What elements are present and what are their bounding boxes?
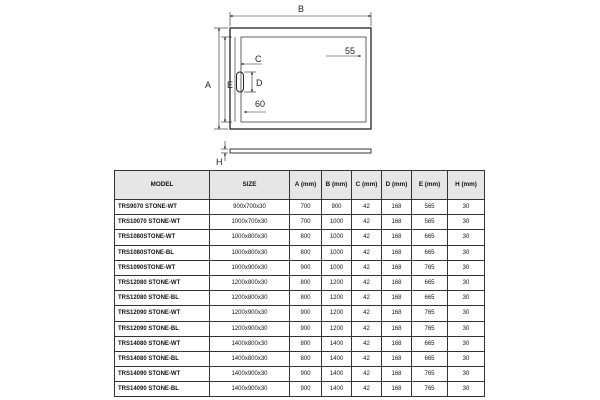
header-e: E (mm) <box>412 171 448 200</box>
cell-a: 700 <box>290 215 322 230</box>
cell-a: 800 <box>290 336 322 351</box>
shower-tray-drawing <box>0 0 600 170</box>
cell-size: 1200x900x30 <box>210 321 290 336</box>
cell-model: TRS14080 STONE-WT <box>115 336 210 351</box>
cell-c: 42 <box>352 245 382 260</box>
drain-slot <box>237 72 244 92</box>
cell-e: 565 <box>412 200 448 215</box>
cell-a: 900 <box>290 367 322 382</box>
cell-model: TRS12090 STONE-WT <box>115 306 210 321</box>
cell-size: 1000x800x30 <box>210 230 290 245</box>
cell-b: 1000 <box>322 260 352 275</box>
cell-d: 168 <box>382 230 412 245</box>
header-h: H (mm) <box>448 171 485 200</box>
cell-a: 800 <box>290 230 322 245</box>
cell-h: 30 <box>448 306 485 321</box>
cell-size: 900x700x30 <box>210 200 290 215</box>
header-model: MODEL <box>115 171 210 200</box>
cell-size: 1000x900x30 <box>210 260 290 275</box>
cell-d: 168 <box>382 336 412 351</box>
table-row <box>115 351 485 366</box>
cell-e: 765 <box>412 382 448 397</box>
table-row <box>115 275 485 290</box>
cell-e: 765 <box>412 367 448 382</box>
cell-b: 900 <box>322 200 352 215</box>
cell-c: 42 <box>352 291 382 306</box>
cell-h: 30 <box>448 382 485 397</box>
cell-e: 765 <box>412 306 448 321</box>
table-row <box>115 382 485 397</box>
table-row <box>115 245 485 260</box>
cell-model: TRS14080 STONE-BL <box>115 351 210 366</box>
cell-c: 42 <box>352 321 382 336</box>
cell-a: 800 <box>290 245 322 260</box>
side-profile <box>230 149 371 153</box>
cell-a: 800 <box>290 275 322 290</box>
cell-size: 1000x700x30 <box>210 215 290 230</box>
cell-d: 168 <box>382 200 412 215</box>
cell-size: 1200x900x30 <box>210 306 290 321</box>
cell-e: 565 <box>412 215 448 230</box>
cell-b: 1000 <box>322 215 352 230</box>
cell-model: TRS1080STONE-BL <box>115 245 210 260</box>
dimension-b <box>230 12 371 26</box>
cell-d: 168 <box>382 275 412 290</box>
cell-h: 30 <box>448 367 485 382</box>
cell-b: 1400 <box>322 351 352 366</box>
cell-b: 1200 <box>322 306 352 321</box>
header-a: A (mm) <box>290 171 322 200</box>
dimension-d <box>244 72 256 92</box>
cell-d: 168 <box>382 351 412 366</box>
cell-size: 1200x800x30 <box>210 291 290 306</box>
cell-b: 1000 <box>322 230 352 245</box>
cell-c: 42 <box>352 230 382 245</box>
cell-h: 30 <box>448 351 485 366</box>
cell-e: 665 <box>412 336 448 351</box>
cell-model: TRS14090 STONE-WT <box>115 367 210 382</box>
cell-c: 42 <box>352 275 382 290</box>
cell-d: 168 <box>382 367 412 382</box>
cell-d: 168 <box>382 215 412 230</box>
label-a: A <box>205 80 212 90</box>
cell-model: TRS12090 STONE-BL <box>115 321 210 336</box>
cell-b: 1200 <box>322 321 352 336</box>
cell-a: 700 <box>290 200 322 215</box>
cell-size: 1400x900x30 <box>210 382 290 397</box>
tray-side-view <box>221 141 371 161</box>
cell-c: 42 <box>352 200 382 215</box>
cell-e: 765 <box>412 321 448 336</box>
label-e: E <box>227 80 234 90</box>
cell-model: TRS12080 STONE-WT <box>115 275 210 290</box>
cell-model: TRS12080 STONE-BL <box>115 291 210 306</box>
header-d: D (mm) <box>382 171 412 200</box>
cell-c: 42 <box>352 336 382 351</box>
table-row <box>115 367 485 382</box>
dimension-a <box>214 28 228 129</box>
cell-size: 1200x800x30 <box>210 275 290 290</box>
cell-size: 1400x800x30 <box>210 351 290 366</box>
cell-h: 30 <box>448 260 485 275</box>
cell-h: 30 <box>448 200 485 215</box>
cell-model: TRS1090STONE-WT <box>115 260 210 275</box>
cell-c: 42 <box>352 351 382 366</box>
cell-a: 800 <box>290 351 322 366</box>
label-h: H <box>216 157 223 167</box>
cell-d: 168 <box>382 382 412 397</box>
cell-model: TRS9070 STONE-WT <box>115 200 210 215</box>
cell-size: 1400x900x30 <box>210 367 290 382</box>
cell-h: 30 <box>448 275 485 290</box>
cell-e: 665 <box>412 245 448 260</box>
cell-e: 665 <box>412 291 448 306</box>
table-row <box>115 260 485 275</box>
cell-h: 30 <box>448 215 485 230</box>
cell-h: 30 <box>448 230 485 245</box>
cell-a: 900 <box>290 382 322 397</box>
cell-a: 900 <box>290 260 322 275</box>
header-c: C (mm) <box>352 171 382 200</box>
cell-d: 168 <box>382 260 412 275</box>
cell-size: 1000x800x30 <box>210 245 290 260</box>
cell-e: 665 <box>412 351 448 366</box>
cell-c: 42 <box>352 260 382 275</box>
label-c: C <box>255 54 262 64</box>
table-header-row <box>115 171 485 200</box>
table-row <box>115 200 485 215</box>
cell-h: 30 <box>448 321 485 336</box>
cell-b: 1200 <box>322 275 352 290</box>
table-row <box>115 321 485 336</box>
cell-model: TRS14090 STONE-BL <box>115 382 210 397</box>
label-b: B <box>298 4 305 14</box>
table-row <box>115 230 485 245</box>
cell-a: 900 <box>290 306 322 321</box>
cell-c: 42 <box>352 306 382 321</box>
label-d: D <box>256 78 263 88</box>
table-row <box>115 306 485 321</box>
cell-d: 168 <box>382 306 412 321</box>
cell-a: 900 <box>290 321 322 336</box>
cell-d: 168 <box>382 291 412 306</box>
label-55: 55 <box>345 46 356 56</box>
cell-d: 168 <box>382 245 412 260</box>
cell-model: TRS10070 STONE-WT <box>115 215 210 230</box>
model-spec-table <box>114 170 485 397</box>
cell-c: 42 <box>352 215 382 230</box>
header-size: SIZE <box>210 171 290 200</box>
cell-c: 42 <box>352 382 382 397</box>
cell-a: 800 <box>290 291 322 306</box>
cell-e: 665 <box>412 230 448 245</box>
cell-h: 30 <box>448 336 485 351</box>
table-row <box>115 336 485 351</box>
cell-b: 1200 <box>322 291 352 306</box>
cell-h: 30 <box>448 291 485 306</box>
table-row <box>115 215 485 230</box>
cell-d: 168 <box>382 321 412 336</box>
table-row <box>115 291 485 306</box>
label-60: 60 <box>255 99 266 109</box>
cell-model: TRS1080STONE-WT <box>115 230 210 245</box>
cell-e: 765 <box>412 260 448 275</box>
cell-e: 665 <box>412 275 448 290</box>
tray-top-view <box>230 28 371 129</box>
cell-b: 1400 <box>322 367 352 382</box>
tray-outline <box>230 28 371 129</box>
cell-size: 1400x800x30 <box>210 336 290 351</box>
cell-c: 42 <box>352 367 382 382</box>
cell-b: 1400 <box>322 382 352 397</box>
cell-b: 1000 <box>322 245 352 260</box>
header-b: B (mm) <box>322 171 352 200</box>
cell-h: 30 <box>448 245 485 260</box>
cell-b: 1400 <box>322 336 352 351</box>
